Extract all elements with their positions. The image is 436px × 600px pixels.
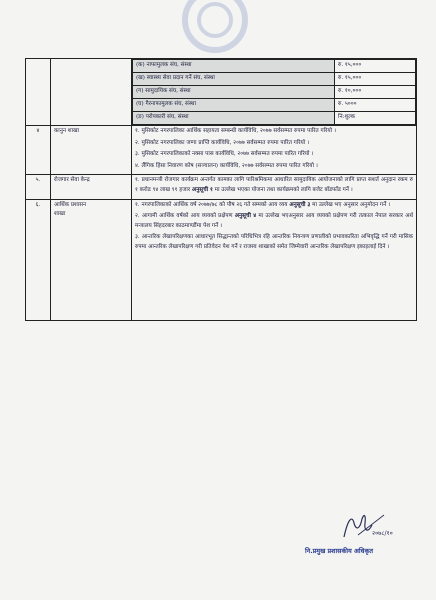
fee-row	[133, 112, 416, 125]
fee-row	[133, 86, 416, 99]
fee-subtable	[132, 59, 416, 125]
row-number: ४	[26, 126, 51, 175]
fee-amount: नि:शुल्क	[335, 112, 416, 125]
table-row	[26, 59, 417, 126]
row-number: ५.	[26, 175, 51, 199]
fee-amount: रु. १०,०००	[335, 86, 416, 99]
table-row	[26, 126, 417, 175]
fee-amount: रु. ५०००	[335, 99, 416, 112]
fee-row	[133, 99, 416, 112]
fee-row	[133, 60, 416, 73]
table-row	[26, 199, 417, 320]
signature-date: २०७८/१०	[372, 530, 393, 537]
section-name: रोजगार सेवा केन्द्र	[51, 175, 132, 199]
signature-image	[338, 509, 393, 545]
section-name: आर्थिक प्रशासन शाखा	[51, 199, 132, 320]
fee-row	[133, 73, 416, 86]
annex-reference: अनुसूची ३	[289, 201, 311, 208]
decision-paragraph: १. मुसिकोट नगरपालिका आर्थिक सहायता सम्बन्धी कार्यविधि, २०७७ सर्वसम्मत रुपमा पारित गरियो ।	[135, 128, 336, 134]
fee-amount: रु. १५,०००	[335, 73, 416, 86]
fee-label: (ख) स्वास्थ्य सेवा प्रदान गर्ने संघ, संस्था	[133, 73, 335, 86]
row-number: ६.	[26, 199, 51, 320]
emblem-watermark-icon	[170, 0, 260, 62]
fee-amount: रु. १५,०००	[335, 60, 416, 73]
decision-table	[25, 58, 417, 321]
decision-paragraph: ३. आन्तरिक लेखापरिक्षणका आधारभूत सिद्धान्तको परिधिभित्र रहि आन्तरिक नियन्त्रण प्रणालीको प्रभावकारिता अभिवृद्धि गर्ने गरी मासिक रुपमा आन्तरिक लेखापरिक्षण गरी प्रतिवेदन पेश गर्ने र राजस्व शाखाको समेत जिम्मेवारी आन्तरिक लेखापरिक्षण इकाइलाई दिने ।	[135, 234, 413, 250]
decision-paragraph: ४. लैंगिक हिंसा निवारण कोष (सञ्चालन) कार्यविधि, २०७७ सर्वसम्मत रुपमा पारित गरियो ।	[135, 162, 318, 169]
decision-paragraph: ३. मुसिकोट नगरपालिकाको नक्सा पास कार्यविधि, २०७७ सर्वसम्मत रुपमा पारित गरियो ।	[135, 151, 314, 158]
fee-label: (घ) गैरनाफामुलक संघ, संस्था	[133, 99, 335, 112]
table-row	[26, 175, 417, 199]
signer-title: नि.प्रमुख प्रशासकीय अधिकृत	[305, 547, 374, 555]
fee-label: (क) नाफामुलक संघ, संस्था	[133, 60, 335, 73]
annex-reference: अनुसूची १	[191, 186, 213, 193]
decision-paragraph: १. नगरपालिकाको आर्थिक वर्ष २०७७/७८ को पौष २६ गते सम्मको आय व्यय अनुसूची ३ मा उल्लेख भए अनुसार अनुमोदन गर्ने ।	[135, 201, 391, 208]
fee-label: (ग) सामुदायिक संघ, संस्था	[133, 86, 335, 99]
decision-paragraph: २. आगामी आर्थिक वर्षको आय व्ययको प्रक्षेपण अनुसूची ४ मा उल्लेख भएअनुसार आय व्ययको प्रक्षेपण गरी तत्काल नेपाल सरकार अर्थ मन्त्रालय सिंहदरबार काठमाण्डौंमा पेश गर्ने ।	[135, 213, 413, 229]
decision-paragraph: १. प्रधानमन्त्री रोजगार कार्यक्रम अन्तर्गत कामका लागि पारिश्रमिकमा आधारित सामुदायिक आयोजनाको लागि प्राप्त सशर्त अनुदान रकम रु १ करोड ९४ लाख ९१ हजार अनुसूची १ मा उल्लेख भएका योजना तथा कार्यक्रमको लागि बजेट बाँडफाँड गर्ने ।	[135, 177, 413, 193]
section-name: कानुन शाखा	[51, 126, 132, 175]
decision-paragraph: २. मुसिकोट नगरपालिका जग्गा प्राप्ति कार्यविधि, २०७७ सर्वसम्मत रुपमा पारित गरियो ।	[135, 139, 310, 146]
fee-label: (ङ) परोपकारी संघ, संस्था	[133, 112, 335, 125]
annex-reference: अनुसूची ४	[234, 213, 257, 220]
